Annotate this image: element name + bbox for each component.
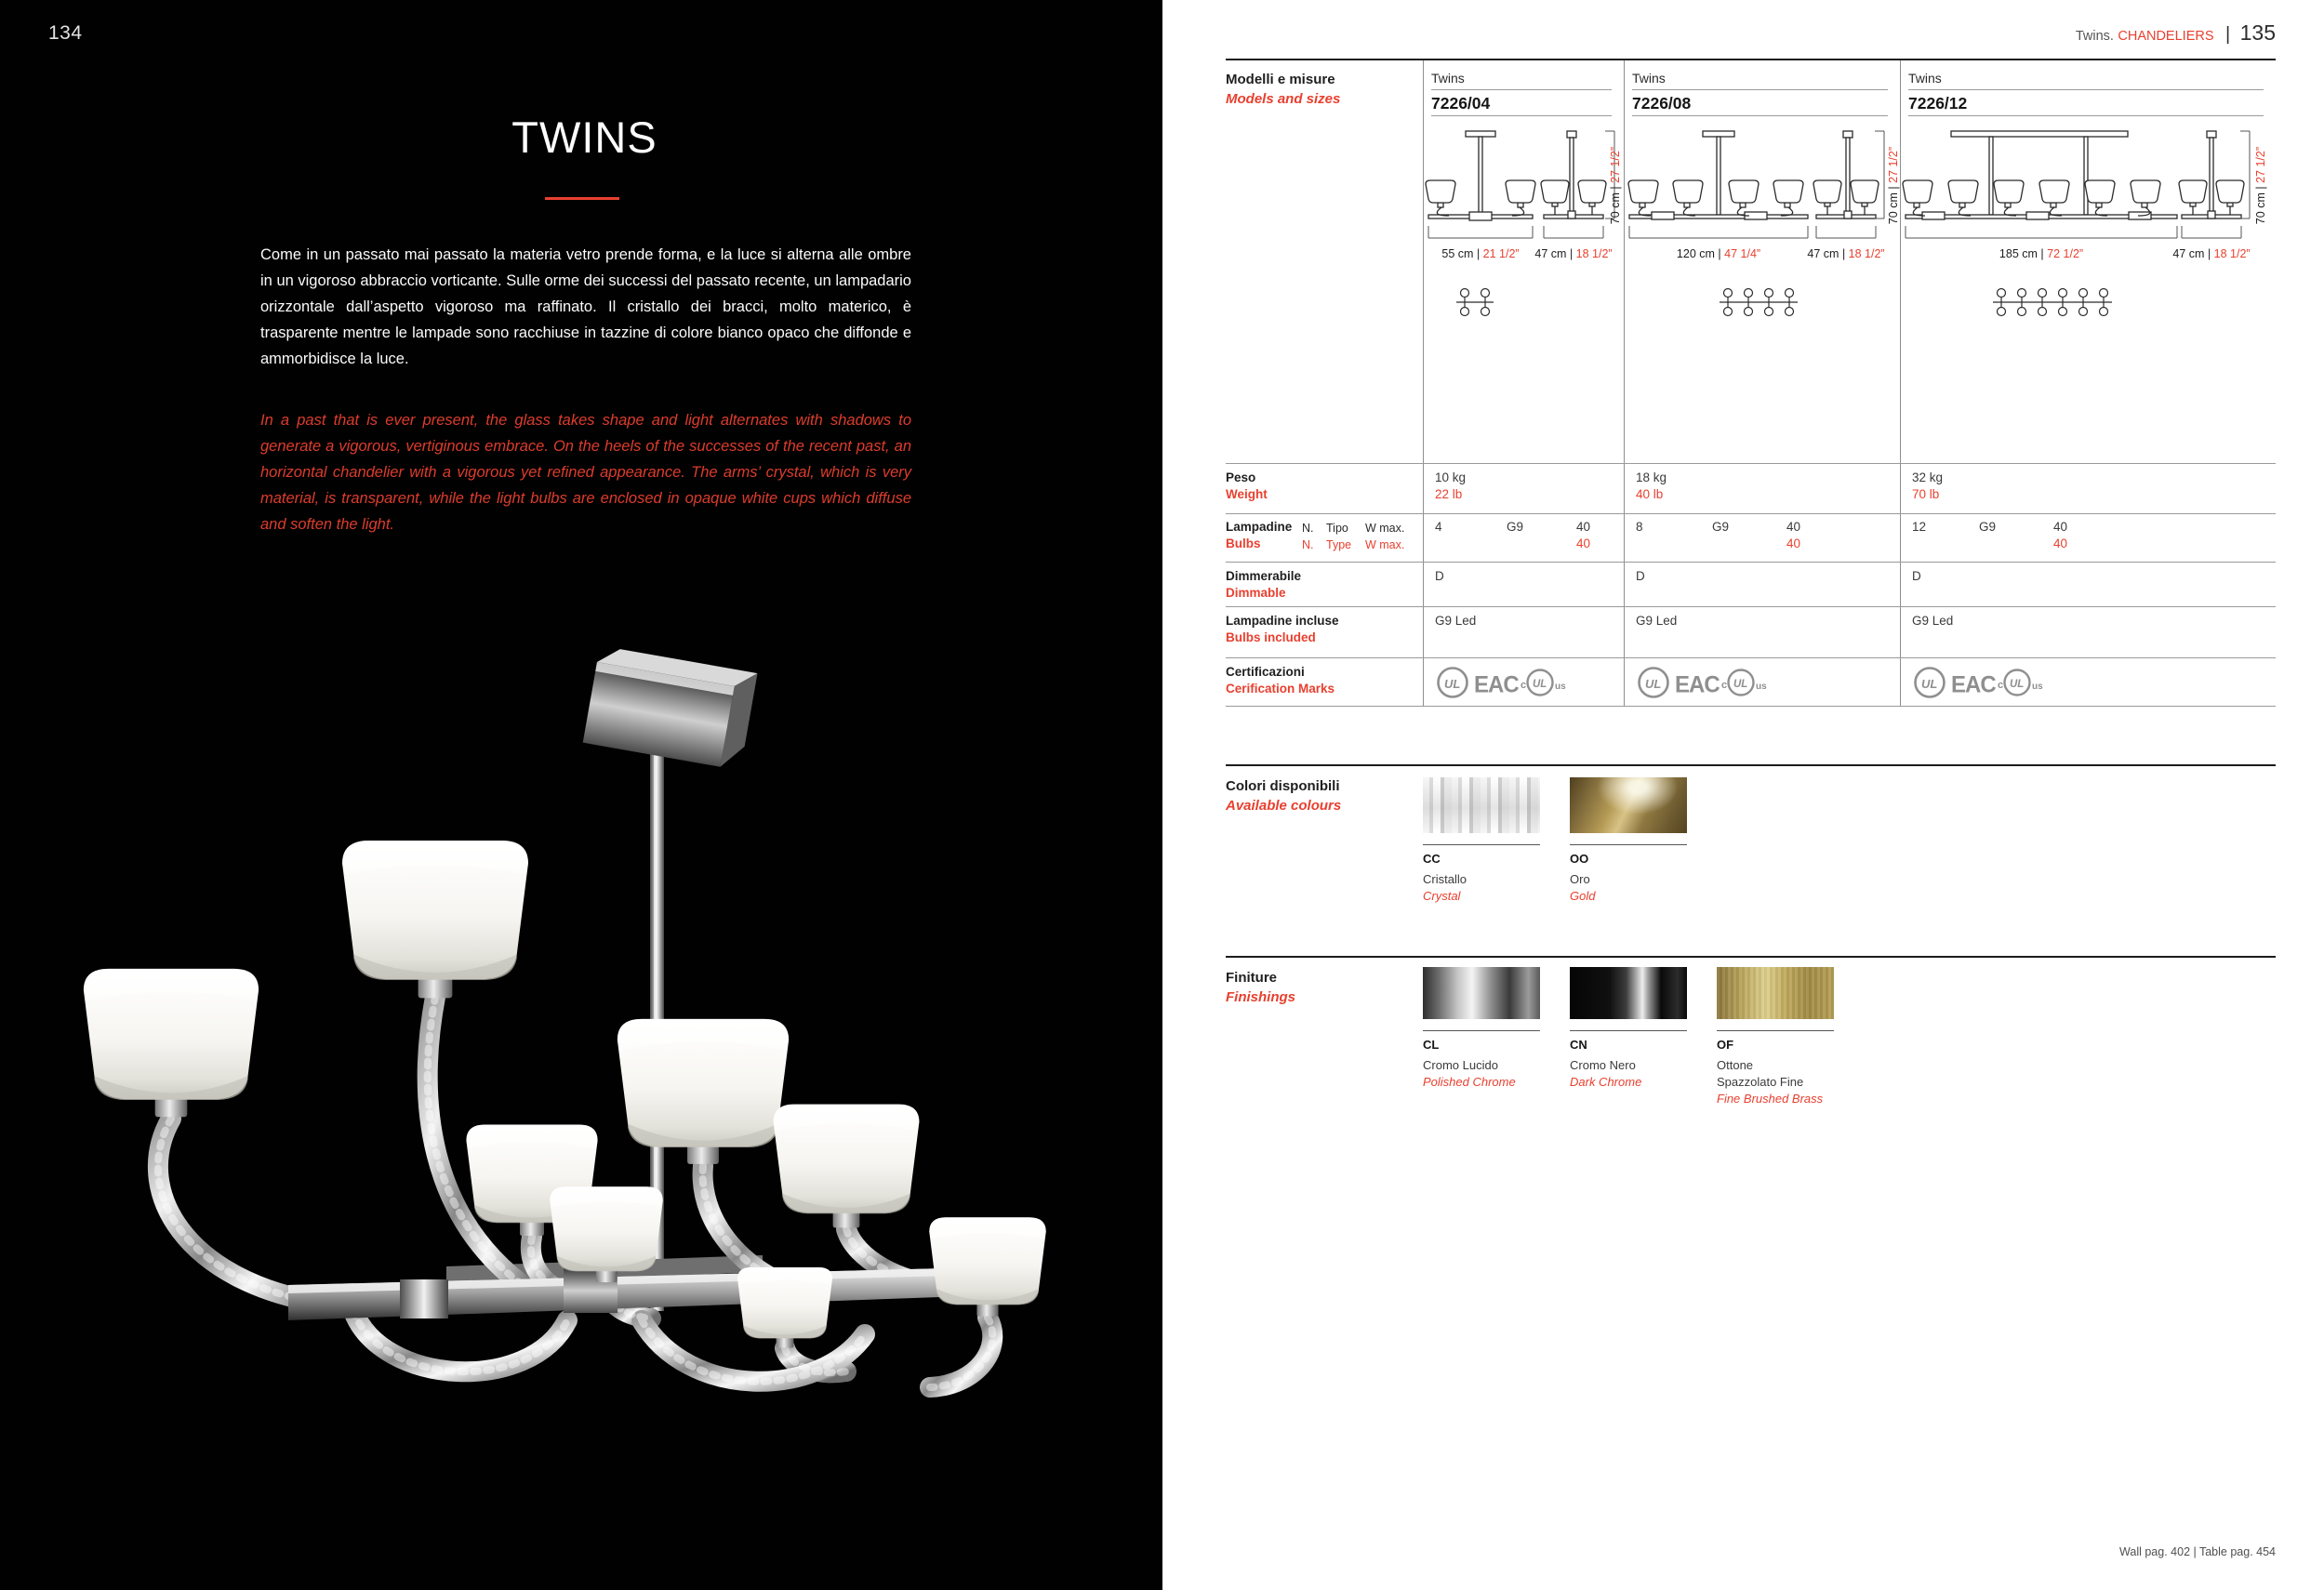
model-name: Twins	[1908, 71, 1942, 86]
ul-mark-icon: UL	[1921, 677, 1938, 691]
rule	[1632, 115, 1888, 116]
cul-ul-icon: UL	[2010, 679, 2025, 690]
bulbs-w-red: 40	[2053, 537, 2068, 550]
finish-name-en: Fine Brushed Brass	[1717, 1092, 1824, 1106]
color-name-it: Cristallo	[1423, 872, 1467, 886]
cul-us: us	[1756, 682, 1767, 692]
bulbs-n: 8	[1636, 520, 1643, 534]
dim-width: 185 cm | 72 1/2”	[1999, 247, 2084, 260]
color-option-oo	[1570, 777, 1687, 905]
bulbs-included-value: G9 Led	[1435, 614, 1477, 628]
eac-mark-icon: EAC	[1951, 671, 1996, 698]
bulbs-w: 40	[1576, 520, 1591, 534]
bulbs-w-red: 40	[1786, 537, 1801, 550]
finish-name-it: Cromo Lucido	[1423, 1058, 1498, 1072]
dim-depth: 47 cm | 18 1/2”	[2172, 247, 2251, 260]
rule	[1423, 1030, 1540, 1031]
finish-code: CL	[1423, 1038, 1440, 1052]
color-name-it: Oro	[1570, 872, 1590, 886]
dim-depth: 47 cm | 18 1/2”	[1534, 247, 1613, 260]
weight-kg: 32 kg	[1912, 470, 1944, 484]
bulbs-w: 40	[2053, 520, 2068, 534]
bulbs-included-label-en: Bulbs included	[1226, 630, 1316, 644]
colors-label-it: Colori disponibili	[1226, 778, 1340, 794]
dimmable-label-it: Dimmerabile	[1226, 569, 1302, 583]
bulbs-sub-type-en: Type	[1326, 538, 1352, 551]
crystal-swatch	[1423, 777, 1540, 833]
bulbs-sub-type-it: Tipo	[1326, 522, 1348, 535]
dark-chrome-swatch	[1570, 967, 1687, 1019]
colors-label-en: Available colours	[1226, 798, 1342, 814]
models-label-it: Modelli e misure	[1226, 72, 1335, 87]
bulbs-w: 40	[1786, 520, 1801, 534]
bulbs-type: G9	[1712, 520, 1730, 534]
rule	[1632, 89, 1888, 90]
bulbs-n: 12	[1912, 520, 1927, 534]
finish-name-it2: Spazzolato Fine	[1717, 1075, 1804, 1089]
page-header	[2076, 20, 2276, 46]
finish-option-of	[1717, 967, 1834, 1107]
brushed-brass-swatch	[1717, 967, 1834, 1019]
finishes-label-it: Finiture	[1226, 970, 1277, 986]
certifications-label-it: Certificazioni	[1226, 665, 1305, 679]
rule	[1908, 89, 2264, 90]
page-footer: Wall pag. 402 | Table pag. 454	[2119, 1545, 2276, 1558]
model-column-7226-08	[1624, 60, 1900, 706]
dimmable-value: D	[1912, 569, 1921, 583]
bulbs-included-label-it: Lampadine incluse	[1226, 614, 1339, 628]
dimmable-value: D	[1435, 569, 1444, 583]
spec-table	[1226, 59, 2276, 706]
header-product-name: Twins.	[2075, 29, 2114, 44]
dim-width: 55 cm | 21 1/2”	[1441, 247, 1520, 260]
weight-kg: 18 kg	[1636, 470, 1667, 484]
bulbs-n: 4	[1435, 520, 1442, 534]
dimmable-value: D	[1636, 569, 1645, 583]
rule	[1431, 89, 1612, 90]
finishes-label-en: Finishings	[1226, 989, 1295, 1005]
color-name-en: Gold	[1570, 889, 1596, 903]
bulbs-sub-n-it: N.	[1302, 522, 1314, 535]
chandelier-photo	[46, 576, 1060, 1469]
certification-marks	[1636, 663, 1785, 702]
bulbs-type: G9	[1507, 520, 1524, 534]
bulbs-sub-w-it: W max.	[1365, 522, 1405, 535]
cul-c: c	[1521, 680, 1527, 691]
weight-kg: 10 kg	[1435, 470, 1467, 484]
color-option-cc	[1423, 777, 1540, 905]
weight-lb: 40 lb	[1636, 487, 1664, 501]
bulbs-label-it: Lampadine	[1226, 520, 1293, 534]
model-name: Twins	[1431, 71, 1465, 86]
intro-paragraph-english: In a past that is ever present, the glass takes shape and light alternates with shadows to generate a vigorous, vertiginous embrace. On the heels of the successes of the recent past, an horizontal chandelier with a vigorous yet refined appearance. The arms’ crystal, which is very material, is transparent, while the light bulbs are enclosed in opaque white cups which diffuse and soften the light.	[260, 412, 911, 533]
weight-label-en: Weight	[1226, 487, 1268, 501]
cul-us: us	[2032, 682, 2043, 692]
intro-paragraph-italian: Come in un passato mai passato la materia vetro prende forma, e la luce si alterna alle ombre in un vigoroso abbraccio vorticante. Sulle orme dei successi del passato recente, un lampadario orizzontale dall’aspetto vigoroso ma raffinato. Il cristallo dei bracci, molto materico, è trasparente mentre le lampade sono racchiuse in tazzine di colore bianco opaco che diffonde e ammorbidisce la luce.	[260, 246, 911, 367]
right-page	[1162, 0, 2324, 1590]
model-code: 7226/08	[1632, 94, 1692, 113]
color-name-en: Crystal	[1423, 889, 1461, 903]
section-rule	[1226, 956, 2276, 958]
finish-option-cl	[1423, 967, 1540, 1091]
table-hline	[1226, 706, 2276, 707]
cul-ul-icon: UL	[1733, 679, 1748, 690]
header-category: CHANDELIERS	[2118, 29, 2214, 44]
eac-mark-icon: EAC	[1675, 671, 1720, 698]
dim-depth: 47 cm | 18 1/2”	[1807, 247, 1885, 260]
certifications-label-en: Cerification Marks	[1226, 682, 1335, 696]
finish-name-en: Polished Chrome	[1423, 1075, 1516, 1089]
finish-code: OF	[1717, 1038, 1734, 1052]
diagram-7226-08	[1624, 126, 1900, 246]
page-number-right: 135	[2239, 20, 2276, 45]
top-view-icon	[1985, 285, 2123, 319]
weight-lb: 22 lb	[1435, 487, 1463, 501]
dimmable-label-en: Dimmable	[1226, 586, 1286, 600]
cul-c: c	[1998, 680, 2004, 691]
models-label-en: Models and sizes	[1226, 91, 1341, 107]
finish-option-cn	[1570, 967, 1687, 1091]
rule	[1431, 115, 1612, 116]
model-column-7226-12	[1900, 60, 2276, 706]
finish-code: CN	[1570, 1038, 1587, 1052]
bulbs-sub-n-en: N.	[1302, 538, 1314, 551]
rule	[1423, 844, 1540, 845]
cul-c: c	[1721, 680, 1728, 691]
cul-us: us	[1555, 682, 1566, 692]
finish-name-it: Cromo Nero	[1570, 1058, 1636, 1072]
bulbs-included-value: G9 Led	[1912, 614, 1954, 628]
top-view-icon	[1712, 285, 1809, 319]
rule	[1908, 115, 2264, 116]
dim-height: 70 cm | 27 1/2”	[1609, 147, 1622, 225]
rule	[1717, 1030, 1834, 1031]
finish-name-it: Ottone	[1717, 1058, 1754, 1072]
model-code: 7226/04	[1431, 94, 1491, 113]
model-name: Twins	[1632, 71, 1666, 86]
certification-marks	[1435, 663, 1584, 702]
gold-swatch	[1570, 777, 1687, 833]
polished-chrome-swatch	[1423, 967, 1540, 1019]
dim-width: 120 cm | 47 1/4”	[1676, 247, 1761, 260]
bulbs-included-value: G9 Led	[1636, 614, 1678, 628]
page-number-left: 134	[48, 22, 83, 44]
page-title: TWINS	[511, 113, 657, 162]
dim-height: 70 cm | 27 1/2”	[1887, 147, 1900, 225]
bulbs-type: G9	[1979, 520, 1997, 534]
dim-height: 70 cm | 27 1/2”	[2254, 147, 2267, 225]
rule	[1570, 844, 1687, 845]
section-rule	[1226, 764, 2276, 766]
bulbs-w-red: 40	[1576, 537, 1591, 550]
ul-mark-icon: UL	[1645, 677, 1662, 691]
weight-label-it: Peso	[1226, 470, 1256, 484]
model-code: 7226/12	[1908, 94, 1968, 113]
model-column-7226-04	[1423, 60, 1624, 706]
rule	[1570, 1030, 1687, 1031]
title-accent-rule	[545, 197, 619, 200]
diagram-7226-12	[1900, 126, 2276, 246]
color-code: OO	[1570, 852, 1589, 866]
bulbs-sub-w-en: W max.	[1365, 538, 1405, 551]
ul-mark-icon: UL	[1444, 677, 1461, 691]
color-code: CC	[1423, 852, 1441, 866]
header-separator: |	[2224, 24, 2231, 45]
weight-lb: 70 lb	[1912, 487, 1940, 501]
diagram-7226-04	[1423, 126, 1624, 246]
eac-mark-icon: EAC	[1474, 671, 1519, 698]
bulbs-label-en: Bulbs	[1226, 537, 1261, 550]
cul-ul-icon: UL	[1533, 679, 1547, 690]
top-view-icon	[1449, 285, 1505, 319]
certification-marks	[1912, 663, 2061, 702]
finish-name-en: Dark Chrome	[1570, 1075, 1642, 1089]
